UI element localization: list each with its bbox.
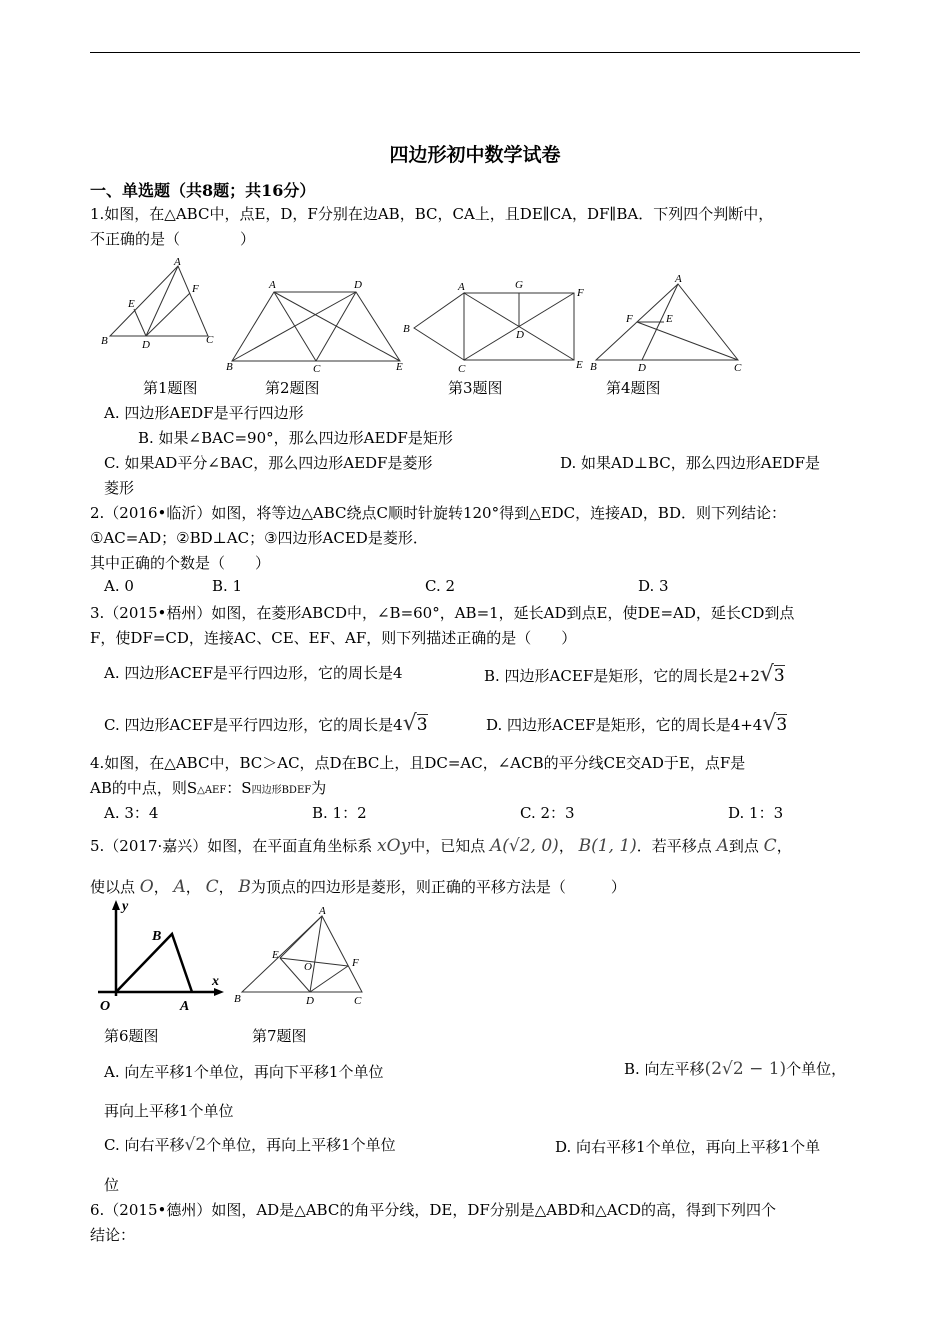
sqrt-symbol: √ [762,711,777,736]
svg-text:F: F [192,283,199,295]
q5-text-f: 为顶点的四边形是菱形，则正确的平移方法是（ ） [250,878,626,896]
q1-stem-line1: 1.如图，在△ABC中，点E，D，F分别在边AB，BC，CA上，且DE∥CA，DF∥BA．下列四个判断中， [90,205,774,223]
q2-stem-line2: ①AC=AD；②BD⊥AC；③四边形ACED是菱形． [90,529,428,547]
q4-subscript-2: 四边形BDEF [251,785,312,796]
q3-option-b[interactable] [484,662,785,687]
svg-text:A: A [174,256,181,268]
svg-text:C: C [734,362,742,374]
q4-text-a: AB的中点，则S [90,779,198,797]
q6-stem-line2: 结论： [90,1226,136,1244]
sqrt-radicand: 3 [776,715,788,735]
svg-text:E: E [396,361,403,373]
q5-text-c: ．若平移点 [636,837,712,855]
q4-text-b: ：S [226,779,252,797]
svg-text:D: D [638,362,646,374]
q5-text-e: 使以点 [90,878,136,896]
q3-stem-line1: 3.（2015•梧州）如图，在菱形ABCD中，∠B=60°，AB=1，延长AD到点E，使DE=AD，延长CD到点 [90,604,795,622]
svg-text:A: A [319,905,326,917]
figure-q2 [222,276,407,376]
q3-option-c-text: C. 四边形ACEF是平行四边形，它的周长是4 [104,716,403,734]
svg-text:x: x [212,974,219,989]
q6-stem-line1: 6.（2015•德州）如图，AD是△ABC的角平分线，DE，DF分别是△ABD和△ACD的高，得到下列四个 [90,1201,777,1219]
svg-text:B: B [226,361,233,373]
q1-option-b[interactable]: B. 如果∠BAC=90°，那么四边形AEDF是矩形 [138,429,453,447]
svg-text:F: F [626,313,633,325]
sqrt-radicand: 3 [773,666,785,686]
q2-stem-line1: 2.（2016•临沂）如图，将等边△ABC绕点C顺时针旋转120°得到△EDC，连接AD，BD．则下列结论： [90,504,786,522]
svg-text:D: D [354,279,362,291]
q5-math-point-b: B(1, 1) [578,836,637,856]
q5-option-b-post: 个单位， [786,1060,847,1078]
svg-text:B: B [403,323,410,335]
section-heading: 一、单选题（共8题；共16分） [90,181,316,200]
svg-text:E: E [128,298,135,310]
caption-fig6: 第6题图 [104,1027,159,1045]
figure-q6 [88,898,228,1016]
q5-option-c[interactable] [104,1134,396,1155]
q5-stem-line1: 5.（2017·嘉兴）如图，在平面直角坐标系 xOy中，已知点 A(√2, 0)， B(1, 1)．若平移点 A到点 C， [90,836,792,856]
svg-text:E: E [576,359,583,371]
svg-text:A: A [269,279,276,291]
svg-text:G: G [515,279,523,291]
caption-fig7: 第7题图 [252,1027,307,1045]
caption-fig2: 第2题图 [265,379,320,397]
svg-text:D: D [516,329,524,341]
q5-option-c-text: C. 向右平移 [104,1136,185,1154]
q2-option-c[interactable]: C. 2 [425,577,456,595]
sqrt-symbol: √ [759,662,774,687]
q5-math-xoy: xOy [377,836,411,856]
q5-math-a2: A [173,877,186,897]
q5-math-point-a: A(√2, 0) [489,836,559,856]
q5-text-b: 中，已知点 [410,837,486,855]
q5-math-c: C [763,836,777,856]
svg-text:O: O [100,999,111,1014]
svg-text:D: D [142,339,150,351]
page-title: 四边形初中数学试卷 [389,144,561,166]
q5-option-b-cont: 再向上平移1个单位 [104,1102,234,1120]
sqrt-symbol: √ [402,711,417,736]
q4-text-c: 为 [311,779,327,797]
svg-text:D: D [306,995,314,1007]
svg-text:B: B [152,929,162,944]
q1-option-c[interactable]: C. 如果AD平分∠BAC，那么四边形AEDF是菱形 [104,454,433,472]
figure-q7 [230,902,380,1012]
q3-option-d-text: D. 四边形ACEF是矩形，它的周长是4+4 [486,716,763,734]
q5-option-c-post: 个单位，再向上平移1个单位 [206,1136,396,1154]
q5-option-b-expr: (2√2 − 1) [704,1059,787,1079]
q5-math-o: O [139,877,154,897]
q2-option-a[interactable]: A. 0 [104,577,134,595]
q5-option-b[interactable] [624,1058,846,1079]
q3-option-c[interactable] [104,711,428,736]
q1-option-d[interactable]: D. 如果AD⊥BC，那么四边形AEDF是 [560,454,820,472]
q3-option-d[interactable] [486,711,787,736]
q3-option-a[interactable]: A. 四边形ACEF是平行四边形，它的周长是4 [104,664,403,682]
svg-text:B: B [101,335,108,347]
q5-math-c2: C [205,877,219,897]
svg-text:C: C [206,334,214,346]
svg-text:E: E [272,949,279,961]
q2-option-b[interactable]: B. 1 [212,577,243,595]
q4-option-c[interactable]: C. 2：3 [520,804,575,822]
svg-text:F: F [352,957,359,969]
svg-text:B: B [590,361,597,373]
q5-text-a: 5.（2017·嘉兴）如图，在平面直角坐标系 [90,837,373,855]
q5-stem-line2: 使以点 O， A， C， B为顶点的四边形是菱形，则正确的平移方法是（ ） [90,877,626,897]
svg-text:E: E [666,313,673,325]
q4-stem-line2 [90,777,326,798]
q5-math-b: B [238,877,251,897]
header-rule [90,52,860,53]
q1-option-d-cont: 菱形 [104,479,135,497]
svg-text:A: A [675,273,682,285]
q1-option-a[interactable]: A. 四边形AEDF是平行四边形 [104,404,304,422]
svg-text:C: C [458,363,466,375]
svg-text:A: A [180,999,190,1014]
svg-text:C: C [313,363,321,375]
figure-q4 [588,270,748,375]
q4-option-d[interactable]: D. 1：3 [728,804,784,822]
svg-text:C: C [354,995,362,1007]
caption-fig1: 第1题图 [143,379,198,397]
figure-q1 [98,256,223,351]
q5-text-d: 到点 [728,837,759,855]
q1-stem-line2: 不正确的是（ ） [90,230,256,248]
q3-option-b-text: B. 四边形ACEF是矩形，它的周长是2+2 [484,667,760,685]
q5-option-a[interactable]: A. 向左平移1个单位，再向下平移1个单位 [104,1063,384,1081]
q5-option-b-text: B. 向左平移 [624,1060,705,1078]
q4-stem-line1: 4.如图，在△ABC中，BC＞AC，点D在BC上，且DC=AC，∠ACB的平分线CE交AD于E，点F是 [90,754,746,772]
q4-option-b[interactable]: B. 1：2 [312,804,367,822]
svg-text:B: B [234,993,241,1005]
figure-q3 [398,276,593,376]
q4-option-a[interactable]: A. 3：4 [104,804,159,822]
caption-fig4: 第4题图 [606,379,661,397]
q3-stem-line2: F，使DF=CD，连接AC、CE、EF、AF，则下列描述正确的是（ ） [90,629,577,647]
svg-text:F: F [577,287,584,299]
q5-option-d-cont: 位 [104,1176,120,1194]
q5-option-c-expr: √2 [184,1135,207,1155]
q5-math-a: A [716,836,729,856]
q2-stem-line3: 其中正确的个数是（ ） [90,554,271,572]
svg-text:A: A [458,281,465,293]
q4-subscript-1: △AEF [197,785,227,796]
q5-option-d[interactable]: D. 向右平移1个单位，再向上平移1个单 [555,1138,821,1156]
caption-fig3: 第3题图 [448,379,503,397]
svg-text:O: O [304,961,312,973]
q2-option-d[interactable]: D. 3 [638,577,669,595]
svg-text:y: y [122,899,129,914]
sqrt-radicand: 3 [416,715,428,735]
